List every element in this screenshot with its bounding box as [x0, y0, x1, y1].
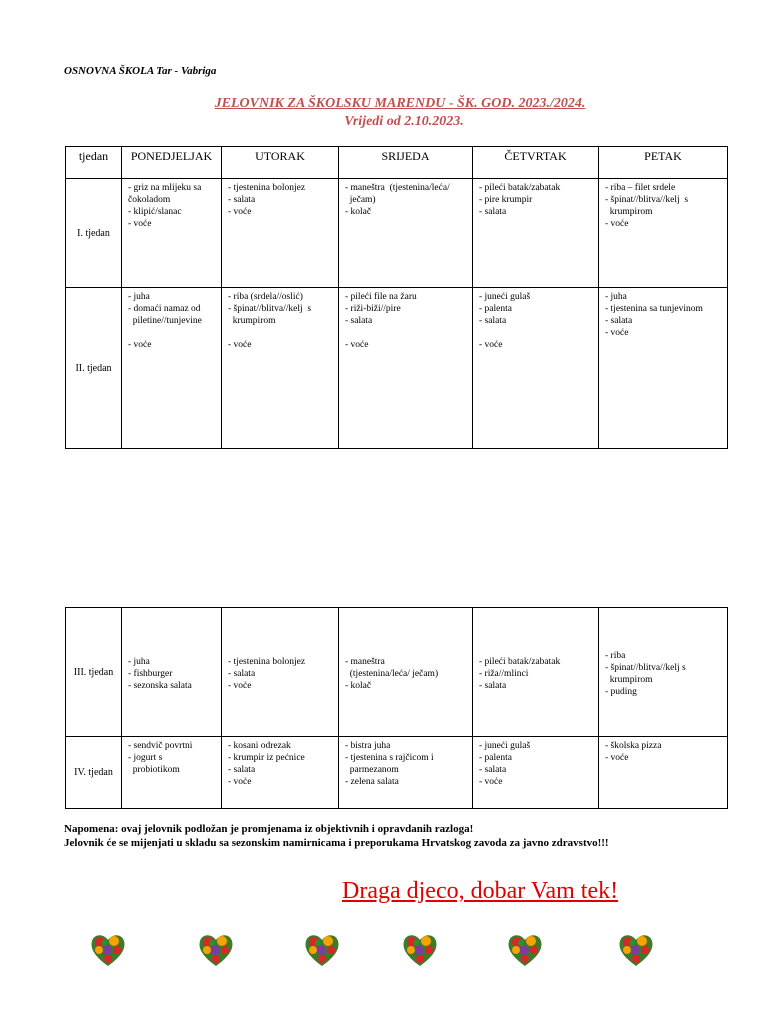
week-label: III. tjedan	[66, 608, 122, 737]
menu-item: - voće	[128, 340, 152, 350]
menu-item: - maneštra	[345, 656, 385, 667]
menu-cell-monday	[122, 608, 222, 737]
menu-item: - juha	[605, 292, 627, 302]
menu-item: - pire krumpir	[479, 195, 533, 205]
menu-item: - palenta	[479, 304, 512, 314]
menu-item: - salata	[605, 316, 633, 326]
menu-table-lower	[65, 607, 728, 809]
menu-item: - tjestenina bolonjez	[228, 183, 306, 193]
menu-item: - špinat//blitva//kelj s	[605, 195, 689, 205]
menu-cell-monday	[122, 288, 222, 449]
menu-item: - juneći gulaš	[479, 292, 531, 302]
note-line-1: Napomena: ovaj jelovnik podložan je promjenama iz objektivnih i opravdanih razloga!	[64, 823, 474, 835]
greeting-text: Draga djeco, dobar Vam tek!	[342, 878, 619, 904]
menu-valid-from: Vrijedi od 2.10.2023.	[344, 114, 464, 129]
menu-item: - salata	[479, 765, 507, 775]
fruit-heart-icon	[400, 930, 440, 970]
menu-item: - voće	[605, 328, 629, 338]
menu-item	[479, 327, 594, 339]
menu-item: - tjestenina sa tunjevinom	[605, 304, 703, 314]
menu-item: - tjestenina s rajčicom i	[345, 753, 434, 763]
menu-title: JELOVNIK ZA ŠKOLSKU MARENDU - ŠK. GOD. 2023./2024.	[214, 96, 586, 111]
menu-item: - voće	[228, 680, 252, 691]
table-row-week-4	[66, 737, 728, 809]
menu-item: - palenta	[479, 753, 512, 763]
fruit-heart-icon	[302, 930, 342, 970]
menu-item: - kosani odrezak	[228, 741, 291, 751]
week-label: IV. tjedan	[66, 737, 122, 809]
menu-item: krumpirom	[228, 316, 276, 326]
menu-item	[345, 327, 468, 339]
menu-cell-friday	[599, 737, 728, 809]
menu-item: - fishburger	[128, 668, 173, 679]
menu-cell-thursday	[473, 608, 599, 737]
menu-item: piletine//tunjevine	[128, 316, 202, 326]
menu-item: - voće	[605, 753, 629, 763]
week-label: I. tjedan	[66, 179, 122, 288]
col-header-week: tjedan	[66, 147, 122, 179]
menu-item: - pileći file na žaru	[345, 292, 417, 302]
menu-cell-tuesday	[222, 179, 339, 288]
menu-item: - riba (srdela//oslić)	[228, 292, 303, 302]
menu-item: - klipić/slanac	[128, 207, 182, 217]
menu-item: - kolač	[345, 680, 372, 691]
menu-table-upper	[65, 146, 728, 449]
menu-item: - riži-biži//pire	[345, 304, 401, 314]
col-header-tuesday: UTORAK	[222, 147, 339, 179]
menu-item: krumpirom	[605, 207, 653, 217]
menu-item: - sendvič povrtni	[128, 741, 193, 751]
col-header-wednesday: SRIJEDA	[339, 147, 473, 179]
menu-cell-wednesday	[339, 608, 473, 737]
menu-item: - puding	[605, 686, 637, 697]
menu-item	[228, 327, 334, 339]
menu-item	[128, 327, 217, 339]
menu-item: ječam)	[345, 195, 376, 205]
menu-cell-thursday	[473, 288, 599, 449]
menu-cell-friday	[599, 179, 728, 288]
menu-item: - pileći batak/zabatak	[479, 183, 561, 193]
school-name: OSNOVNA ŠKOLA Tar - Vabriga	[64, 65, 217, 77]
menu-cell-wednesday	[339, 288, 473, 449]
menu-item: - maneštra (tjestenina/leća/	[345, 183, 450, 193]
col-header-friday: PETAK	[599, 147, 728, 179]
menu-item: - riba – filet srdele	[605, 183, 676, 193]
menu-item: - pileći batak/zabatak	[479, 656, 561, 667]
menu-item: - voće	[228, 207, 252, 217]
menu-item: - sezonska salata	[128, 680, 192, 691]
menu-cell-wednesday	[339, 179, 473, 288]
menu-cell-friday	[599, 608, 728, 737]
menu-item: - voće	[228, 777, 252, 787]
table-row-week-3	[66, 608, 728, 737]
menu-item: parmezanom	[345, 765, 399, 775]
menu-item: - bistra juha	[345, 741, 391, 751]
menu-item: - juha	[128, 292, 150, 302]
fruit-heart-icon	[88, 930, 128, 970]
col-header-thursday: ČETVRTAK	[473, 147, 599, 179]
menu-item: - riža//mlinci	[479, 668, 529, 679]
menu-item: - riba	[605, 650, 626, 661]
menu-item: - salata	[479, 316, 507, 326]
menu-item: - juha	[128, 656, 150, 667]
menu-item: čokoladom	[128, 195, 171, 205]
menu-item: - voće	[479, 777, 503, 787]
menu-item: - školska pizza	[605, 741, 662, 751]
menu-item: krumpirom	[605, 674, 653, 685]
menu-cell-tuesday	[222, 737, 339, 809]
note-line-2: Jelovnik će se mijenjati u skladu sa sezonskim namirnicama i preporukama Hrvatskog zavoda za javno zdravstvo!!!	[64, 837, 609, 849]
menu-item: - salata	[345, 316, 373, 326]
table-row-week-2	[66, 288, 728, 449]
table-row-week-1	[66, 179, 728, 288]
week-label: II. tjedan	[66, 288, 122, 449]
menu-item: - griz na mlijeku sa	[128, 183, 202, 193]
menu-item: - salata	[228, 668, 256, 679]
menu-cell-monday	[122, 737, 222, 809]
menu-item: - tjestenina bolonjez	[228, 656, 306, 667]
menu-item: - voće	[128, 219, 152, 229]
menu-item: - domaći namaz od	[128, 304, 201, 314]
menu-item: - špinat//blitva//kelj s	[605, 662, 686, 673]
menu-item: - zelena salata	[345, 777, 399, 787]
menu-item: - voće	[345, 340, 369, 350]
menu-item: - salata	[479, 680, 507, 691]
decor-hearts	[0, 930, 768, 974]
fruit-heart-icon	[505, 930, 545, 970]
table-header-row	[66, 147, 728, 179]
menu-item: - voće	[479, 340, 503, 350]
menu-cell-monday	[122, 179, 222, 288]
menu-cell-friday	[599, 288, 728, 449]
menu-item: (tjestenina/leća/ ječam)	[345, 668, 439, 679]
menu-item: probiotikom	[128, 765, 180, 775]
menu-cell-wednesday	[339, 737, 473, 809]
col-header-monday: PONEDJELJAK	[122, 147, 222, 179]
menu-note	[64, 822, 609, 850]
menu-cell-tuesday	[222, 608, 339, 737]
menu-item: - salata	[228, 195, 256, 205]
menu-item: - juneći gulaš	[479, 741, 531, 751]
menu-item: - špinat//blitva//kelj s	[228, 304, 312, 314]
menu-item: - krumpir iz pećnice	[228, 753, 305, 763]
menu-item: - voće	[605, 219, 629, 229]
menu-item: - voće	[228, 340, 252, 350]
menu-item: - salata	[479, 207, 507, 217]
menu-item: - kolač	[345, 207, 372, 217]
menu-item: - jogurt s	[128, 753, 163, 763]
fruit-heart-icon	[196, 930, 236, 970]
menu-item: - salata	[228, 765, 256, 775]
fruit-heart-icon	[616, 930, 656, 970]
menu-cell-thursday	[473, 179, 599, 288]
menu-cell-thursday	[473, 737, 599, 809]
menu-cell-tuesday	[222, 288, 339, 449]
